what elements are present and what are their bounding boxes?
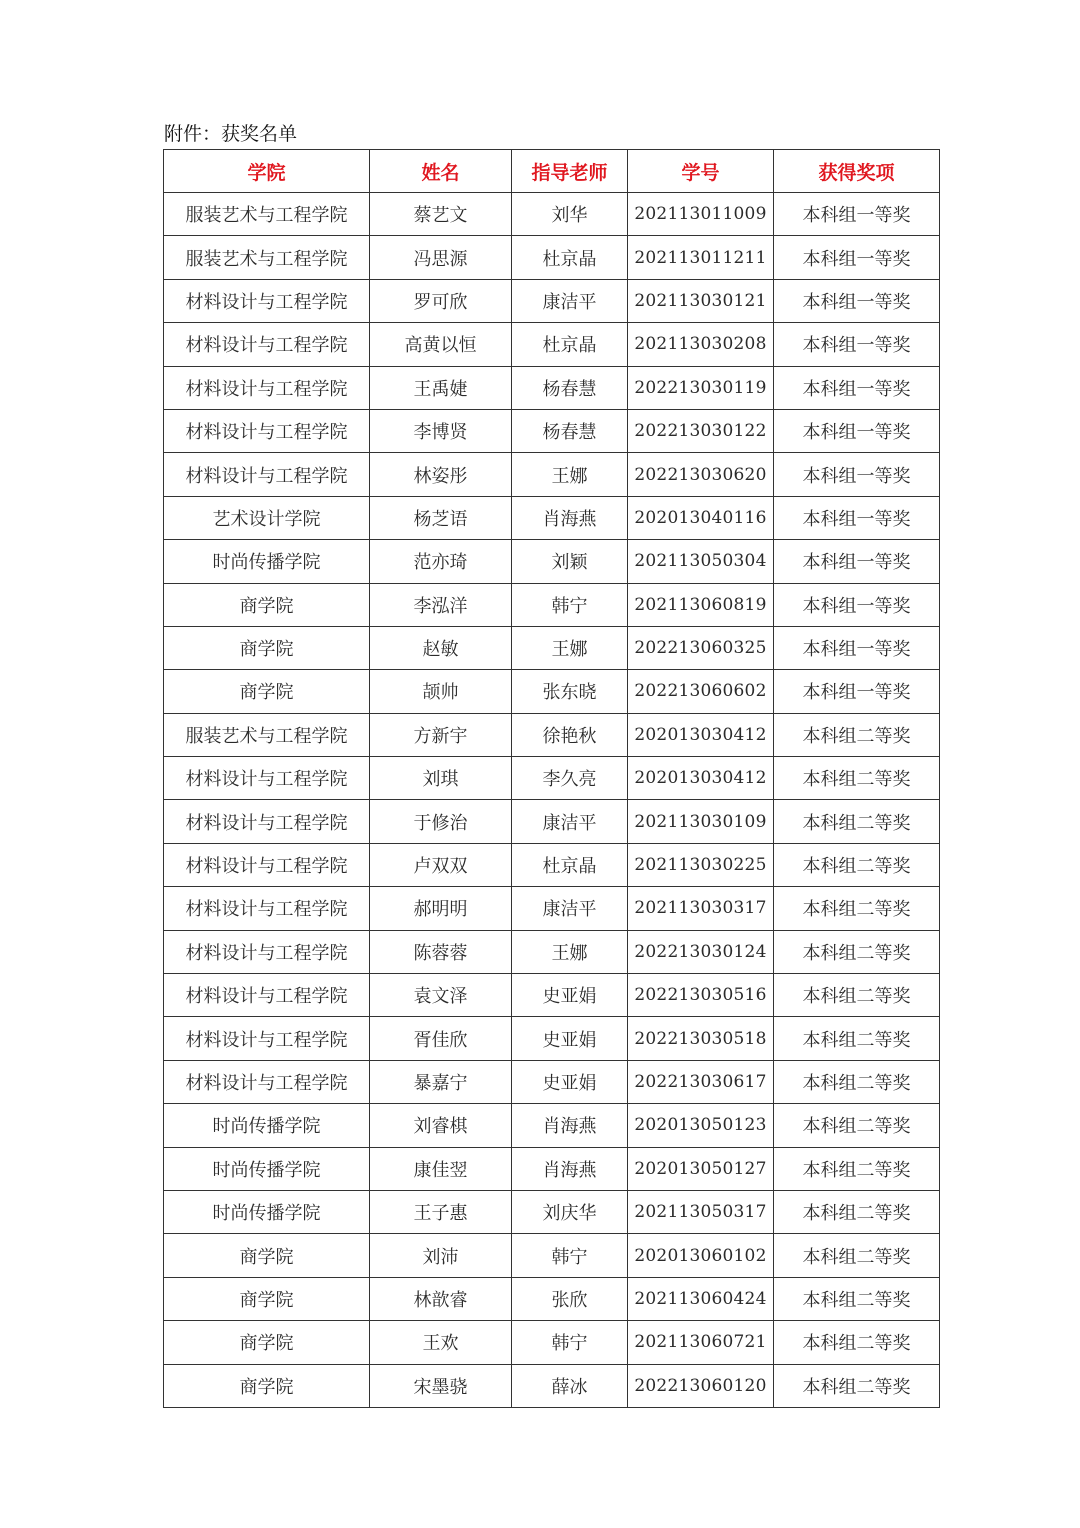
cell-advisor: 杜京晶 <box>512 843 628 886</box>
cell-award: 本科组二等奖 <box>774 1364 940 1407</box>
cell-award: 本科组二等奖 <box>774 757 940 800</box>
cell-award: 本科组二等奖 <box>774 1147 940 1190</box>
cell-award: 本科组一等奖 <box>774 453 940 496</box>
cell-student-id: 202113030225 <box>628 843 774 886</box>
cell-college: 商学院 <box>164 1364 370 1407</box>
cell-award: 本科组二等奖 <box>774 800 940 843</box>
cell-advisor: 肖海燕 <box>512 1104 628 1147</box>
cell-advisor: 杜京晶 <box>512 323 628 366</box>
cell-award: 本科组二等奖 <box>774 1277 940 1320</box>
table-row <box>164 1321 940 1364</box>
cell-student-id: 202113060424 <box>628 1277 774 1320</box>
cell-award: 本科组一等奖 <box>774 626 940 669</box>
cell-student-id: 202213030122 <box>628 409 774 452</box>
header-advisor: 指导老师 <box>512 150 628 193</box>
cell-name: 王欢 <box>370 1321 512 1364</box>
cell-award: 本科组二等奖 <box>774 1321 940 1364</box>
table-row <box>164 930 940 973</box>
cell-college: 材料设计与工程学院 <box>164 930 370 973</box>
cell-advisor: 史亚娟 <box>512 974 628 1017</box>
table-row <box>164 236 940 279</box>
cell-college: 材料设计与工程学院 <box>164 1017 370 1060</box>
cell-advisor: 徐艳秋 <box>512 713 628 756</box>
table-row <box>164 1234 940 1277</box>
table-row <box>164 713 940 756</box>
table-body <box>164 193 940 1408</box>
cell-advisor: 刘庆华 <box>512 1190 628 1233</box>
cell-student-id: 202213030617 <box>628 1060 774 1103</box>
table-row <box>164 1104 940 1147</box>
table-row <box>164 1364 940 1407</box>
cell-advisor: 肖海燕 <box>512 496 628 539</box>
cell-college: 商学院 <box>164 626 370 669</box>
cell-student-id: 202213030119 <box>628 366 774 409</box>
cell-advisor: 韩宁 <box>512 1234 628 1277</box>
cell-award: 本科组一等奖 <box>774 496 940 539</box>
cell-advisor: 李久亮 <box>512 757 628 800</box>
table-row <box>164 540 940 583</box>
header-name: 姓名 <box>370 150 512 193</box>
cell-college: 艺术设计学院 <box>164 496 370 539</box>
cell-advisor: 康洁平 <box>512 279 628 322</box>
cell-college: 材料设计与工程学院 <box>164 366 370 409</box>
cell-name: 蔡艺文 <box>370 193 512 236</box>
cell-college: 服装艺术与工程学院 <box>164 713 370 756</box>
cell-student-id: 202213030124 <box>628 930 774 973</box>
table-row <box>164 323 940 366</box>
cell-student-id: 202113030208 <box>628 323 774 366</box>
cell-award: 本科组二等奖 <box>774 974 940 1017</box>
cell-advisor: 杨春慧 <box>512 409 628 452</box>
table-row <box>164 496 940 539</box>
cell-student-id: 202113050317 <box>628 1190 774 1233</box>
table-row <box>164 887 940 930</box>
header-award: 获得奖项 <box>774 150 940 193</box>
cell-college: 材料设计与工程学院 <box>164 323 370 366</box>
cell-name: 李博贤 <box>370 409 512 452</box>
cell-college: 时尚传播学院 <box>164 1147 370 1190</box>
cell-award: 本科组一等奖 <box>774 236 940 279</box>
cell-name: 方新宇 <box>370 713 512 756</box>
cell-student-id: 202213060602 <box>628 670 774 713</box>
table-row <box>164 409 940 452</box>
cell-advisor: 王娜 <box>512 453 628 496</box>
cell-award: 本科组一等奖 <box>774 279 940 322</box>
cell-name: 高黄以恒 <box>370 323 512 366</box>
cell-award: 本科组二等奖 <box>774 1104 940 1147</box>
cell-name: 杨芝语 <box>370 496 512 539</box>
table-row <box>164 843 940 886</box>
table-row <box>164 626 940 669</box>
cell-award: 本科组二等奖 <box>774 1060 940 1103</box>
cell-name: 于修治 <box>370 800 512 843</box>
table-row <box>164 1277 940 1320</box>
cell-advisor: 韩宁 <box>512 583 628 626</box>
table-row <box>164 757 940 800</box>
header-student-id: 学号 <box>628 150 774 193</box>
table-row <box>164 974 940 1017</box>
cell-advisor: 史亚娟 <box>512 1017 628 1060</box>
cell-name: 冯思源 <box>370 236 512 279</box>
cell-name: 宋墨骁 <box>370 1364 512 1407</box>
cell-name: 赵敏 <box>370 626 512 669</box>
table-row <box>164 366 940 409</box>
cell-college: 商学院 <box>164 670 370 713</box>
cell-advisor: 康洁平 <box>512 887 628 930</box>
cell-name: 李泓洋 <box>370 583 512 626</box>
table-row <box>164 279 940 322</box>
cell-name: 王禹婕 <box>370 366 512 409</box>
cell-advisor: 杨春慧 <box>512 366 628 409</box>
cell-student-id: 202113030317 <box>628 887 774 930</box>
cell-award: 本科组二等奖 <box>774 887 940 930</box>
table-row <box>164 800 940 843</box>
cell-name: 颉帅 <box>370 670 512 713</box>
cell-advisor: 史亚娟 <box>512 1060 628 1103</box>
cell-student-id: 202213060120 <box>628 1364 774 1407</box>
cell-award: 本科组一等奖 <box>774 583 940 626</box>
cell-name: 袁文泽 <box>370 974 512 1017</box>
table-header-row <box>164 150 940 193</box>
cell-advisor: 肖海燕 <box>512 1147 628 1190</box>
cell-name: 康佳翌 <box>370 1147 512 1190</box>
cell-student-id: 202113011009 <box>628 193 774 236</box>
cell-student-id: 202113050304 <box>628 540 774 583</box>
cell-college: 时尚传播学院 <box>164 1190 370 1233</box>
cell-name: 胥佳欣 <box>370 1017 512 1060</box>
cell-college: 材料设计与工程学院 <box>164 800 370 843</box>
cell-name: 卢双双 <box>370 843 512 886</box>
cell-student-id: 202213030620 <box>628 453 774 496</box>
cell-advisor: 薛冰 <box>512 1364 628 1407</box>
cell-award: 本科组二等奖 <box>774 930 940 973</box>
cell-name: 郝明明 <box>370 887 512 930</box>
cell-award: 本科组一等奖 <box>774 670 940 713</box>
cell-student-id: 202013050123 <box>628 1104 774 1147</box>
cell-award: 本科组一等奖 <box>774 323 940 366</box>
cell-name: 刘睿棋 <box>370 1104 512 1147</box>
cell-award: 本科组二等奖 <box>774 1234 940 1277</box>
cell-advisor: 张欣 <box>512 1277 628 1320</box>
cell-advisor: 刘华 <box>512 193 628 236</box>
cell-student-id: 202013050127 <box>628 1147 774 1190</box>
cell-advisor: 刘颖 <box>512 540 628 583</box>
cell-college: 商学院 <box>164 1277 370 1320</box>
table-row <box>164 583 940 626</box>
cell-college: 服装艺术与工程学院 <box>164 193 370 236</box>
cell-college: 材料设计与工程学院 <box>164 1060 370 1103</box>
cell-college: 材料设计与工程学院 <box>164 887 370 930</box>
cell-advisor: 康洁平 <box>512 800 628 843</box>
table-row <box>164 1147 940 1190</box>
cell-college: 时尚传播学院 <box>164 1104 370 1147</box>
table-row <box>164 1190 940 1233</box>
table-row <box>164 1017 940 1060</box>
cell-student-id: 202013060102 <box>628 1234 774 1277</box>
table-row <box>164 1060 940 1103</box>
table-row <box>164 453 940 496</box>
cell-student-id: 202113060721 <box>628 1321 774 1364</box>
cell-name: 罗可欣 <box>370 279 512 322</box>
cell-college: 商学院 <box>164 1234 370 1277</box>
cell-college: 材料设计与工程学院 <box>164 974 370 1017</box>
cell-student-id: 202013040116 <box>628 496 774 539</box>
award-list-table <box>163 149 940 1408</box>
cell-college: 商学院 <box>164 1321 370 1364</box>
cell-award: 本科组一等奖 <box>774 540 940 583</box>
cell-college: 时尚传播学院 <box>164 540 370 583</box>
cell-name: 刘沛 <box>370 1234 512 1277</box>
cell-name: 林姿彤 <box>370 453 512 496</box>
cell-award: 本科组一等奖 <box>774 366 940 409</box>
cell-college: 材料设计与工程学院 <box>164 843 370 886</box>
cell-college: 商学院 <box>164 583 370 626</box>
cell-award: 本科组二等奖 <box>774 713 940 756</box>
cell-name: 王子惠 <box>370 1190 512 1233</box>
table-row <box>164 670 940 713</box>
cell-advisor: 王娜 <box>512 626 628 669</box>
cell-college: 材料设计与工程学院 <box>164 453 370 496</box>
cell-advisor: 韩宁 <box>512 1321 628 1364</box>
page-title: 附件：获奖名单 <box>164 123 298 145</box>
cell-student-id: 202213030518 <box>628 1017 774 1060</box>
cell-advisor: 王娜 <box>512 930 628 973</box>
cell-college: 材料设计与工程学院 <box>164 757 370 800</box>
cell-student-id: 202113011211 <box>628 236 774 279</box>
header-college: 学院 <box>164 150 370 193</box>
cell-name: 暴嘉宁 <box>370 1060 512 1103</box>
cell-award: 本科组一等奖 <box>774 409 940 452</box>
cell-student-id: 202213060325 <box>628 626 774 669</box>
cell-student-id: 202113060819 <box>628 583 774 626</box>
cell-student-id: 202213030516 <box>628 974 774 1017</box>
cell-advisor: 杜京晶 <box>512 236 628 279</box>
cell-student-id: 202113030121 <box>628 279 774 322</box>
cell-award: 本科组二等奖 <box>774 843 940 886</box>
cell-name: 范亦琦 <box>370 540 512 583</box>
cell-advisor: 张东晓 <box>512 670 628 713</box>
table-row <box>164 193 940 236</box>
cell-college: 服装艺术与工程学院 <box>164 236 370 279</box>
cell-name: 陈蓉蓉 <box>370 930 512 973</box>
cell-award: 本科组二等奖 <box>774 1017 940 1060</box>
cell-student-id: 202013030412 <box>628 713 774 756</box>
cell-college: 材料设计与工程学院 <box>164 409 370 452</box>
cell-award: 本科组一等奖 <box>774 193 940 236</box>
cell-college: 材料设计与工程学院 <box>164 279 370 322</box>
cell-name: 刘琪 <box>370 757 512 800</box>
cell-student-id: 202013030412 <box>628 757 774 800</box>
cell-student-id: 202113030109 <box>628 800 774 843</box>
cell-award: 本科组二等奖 <box>774 1190 940 1233</box>
cell-name: 林歆睿 <box>370 1277 512 1320</box>
